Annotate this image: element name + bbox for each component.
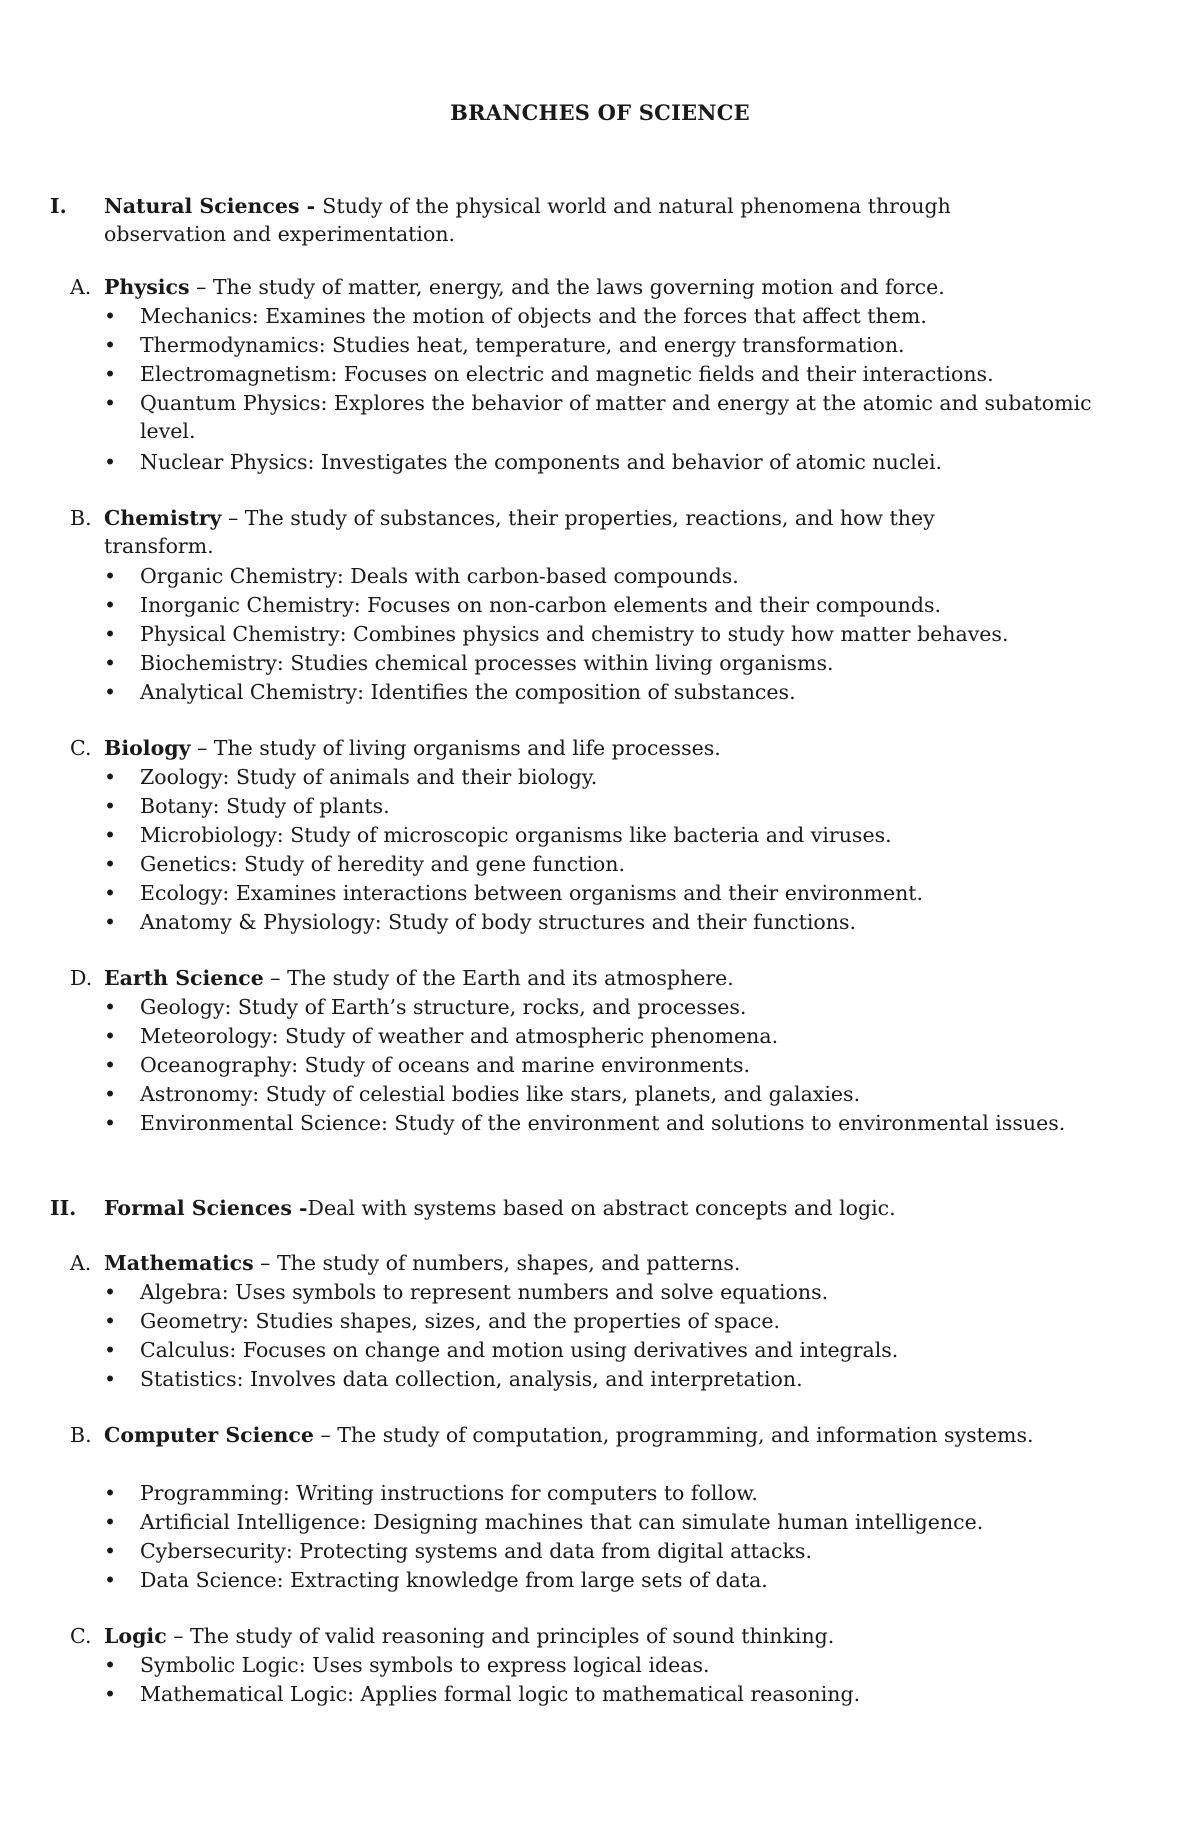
bullet-item: Electromagnetism: Focuses on electric and magnetic fields and their interactions.	[140, 362, 994, 386]
bullet-icon: •	[104, 1309, 117, 1333]
subsection-letter: C.	[70, 1624, 92, 1648]
bullet-item: Quantum Physics: Explores the behavior of matter and energy at the atomic and subatomic level.	[140, 391, 1092, 443]
bullet-icon: •	[104, 1653, 117, 1677]
subsection-heading	[104, 273, 1044, 301]
subsection-heading	[104, 734, 1044, 762]
document-title: BRANCHES OF SCIENCE	[450, 100, 750, 125]
bullet-item: Anatomy & Physiology: Study of body structures and their functions.	[140, 910, 856, 934]
subsection-name: Logic	[104, 1624, 167, 1648]
subsection-description: – The study of substances, their properties, reactions, and how they transform.	[104, 506, 935, 558]
subsection-letter: D.	[70, 966, 93, 990]
bullet-icon: •	[104, 1510, 117, 1534]
subsection-name: Biology	[104, 736, 191, 760]
bullet-item: Analytical Chemistry: Identifies the composition of substances.	[140, 680, 796, 704]
bullet-item: Zoology: Study of animals and their biology.	[140, 765, 598, 789]
section-name: Natural Sciences -	[104, 194, 323, 218]
section-number: II.	[50, 1196, 77, 1220]
bullet-item: Inorganic Chemistry: Focuses on non-carbon elements and their compounds.	[140, 593, 942, 617]
bullet-item: Oceanography: Study of oceans and marine environments.	[140, 1053, 751, 1077]
bullet-icon: •	[104, 564, 117, 588]
bullet-icon: •	[104, 1367, 117, 1391]
bullet-icon: •	[104, 823, 117, 847]
bullet-item: Biochemistry: Studies chemical processes within living organisms.	[140, 651, 834, 675]
bullet-item: Geology: Study of Earth’s structure, rocks, and processes.	[140, 995, 747, 1019]
bullet-item: Astronomy: Study of celestial bodies like stars, planets, and galaxies.	[140, 1082, 861, 1106]
bullet-icon: •	[104, 1111, 117, 1135]
subsection-heading	[104, 504, 1044, 560]
subsection-name: Computer Science	[104, 1423, 314, 1447]
bullet-icon: •	[104, 1024, 117, 1048]
subsection-description: – The study of living organisms and life processes.	[190, 736, 721, 760]
bullet-icon: •	[104, 333, 117, 357]
bullet-icon: •	[104, 450, 117, 474]
section-number: I.	[50, 194, 67, 218]
subsection-heading	[104, 1622, 1044, 1650]
bullet-icon: •	[104, 1053, 117, 1077]
bullet-item: Statistics: Involves data collection, analysis, and interpretation.	[140, 1367, 803, 1391]
subsection-name: Earth Science	[104, 966, 264, 990]
bullet-item: Calculus: Focuses on change and motion using derivatives and integrals.	[140, 1338, 899, 1362]
subsection-description: – The study of computation, programming, and information systems.	[313, 1423, 1034, 1447]
bullet-icon: •	[104, 622, 117, 646]
subsection-description: – The study of valid reasoning and principles of sound thinking.	[166, 1624, 835, 1648]
bullet-icon: •	[104, 852, 117, 876]
bullet-item: Organic Chemistry: Deals with carbon-based compounds.	[140, 564, 739, 588]
bullet-icon: •	[104, 881, 117, 905]
bullet-icon: •	[104, 794, 117, 818]
bullet-icon: •	[104, 1682, 117, 1706]
subsection-letter: B.	[70, 506, 92, 530]
bullet-item: Botany: Study of plants.	[140, 794, 390, 818]
subsection-letter: A.	[70, 275, 92, 299]
bullet-item: Genetics: Study of heredity and gene function.	[140, 852, 625, 876]
bullet-item: Mathematical Logic: Applies formal logic to mathematical reasoning.	[140, 1682, 861, 1706]
bullet-item: Algebra: Uses symbols to represent numbers and solve equations.	[140, 1280, 829, 1304]
bullet-icon: •	[104, 680, 117, 704]
subsection-heading	[104, 964, 1044, 992]
bullet-icon: •	[104, 1539, 117, 1563]
bullet-icon: •	[104, 391, 117, 415]
section-heading	[104, 1194, 1064, 1222]
bullet-item: Programming: Writing instructions for computers to follow.	[140, 1481, 758, 1505]
bullet-item: Thermodynamics: Studies heat, temperature, and energy transformation.	[140, 333, 905, 357]
section-description: Study of the physical world and natural phenomena through observation and experimentation.	[104, 194, 951, 246]
subsection-letter: C.	[70, 736, 92, 760]
bullet-icon: •	[104, 765, 117, 789]
subsection-heading	[104, 1249, 1044, 1277]
subsection-name: Physics	[104, 275, 190, 299]
subsection-description: – The study of matter, energy, and the laws governing motion and force.	[189, 275, 945, 299]
bullet-item: Data Science: Extracting knowledge from large sets of data.	[140, 1568, 768, 1592]
section-name: Formal Sciences -	[104, 1196, 308, 1220]
subsection-letter: A.	[70, 1251, 92, 1275]
bullet-icon: •	[104, 1280, 117, 1304]
bullet-icon: •	[104, 1082, 117, 1106]
bullet-icon: •	[104, 651, 117, 675]
section-description: Deal with systems based on abstract concepts and logic.	[307, 1196, 896, 1220]
bullet-item: Environmental Science: Study of the environment and solutions to environmental issues.	[140, 1111, 1066, 1135]
subsection-letter: B.	[70, 1423, 92, 1447]
bullet-icon: •	[104, 1568, 117, 1592]
subsection-description: – The study of numbers, shapes, and patterns.	[253, 1251, 741, 1275]
bullet-item: Physical Chemistry: Combines physics and chemistry to study how matter behaves.	[140, 622, 1009, 646]
bullet-item: Artificial Intelligence: Designing machines that can simulate human intelligence.	[140, 1510, 984, 1534]
bullet-icon: •	[104, 593, 117, 617]
bullet-icon: •	[104, 304, 117, 328]
bullet-icon: •	[104, 910, 117, 934]
bullet-icon: •	[104, 1338, 117, 1362]
bullet-icon: •	[104, 1481, 117, 1505]
subsection-description: – The study of the Earth and its atmosphere.	[263, 966, 734, 990]
subsection-heading	[104, 1421, 1044, 1449]
bullet-item: Nuclear Physics: Investigates the components and behavior of atomic nuclei.	[140, 450, 943, 474]
subsection-name: Mathematics	[104, 1251, 254, 1275]
bullet-item: Ecology: Examines interactions between organisms and their environment.	[140, 881, 924, 905]
bullet-icon: •	[104, 362, 117, 386]
bullet-item: Meteorology: Study of weather and atmospheric phenomena.	[140, 1024, 779, 1048]
bullet-icon: •	[104, 995, 117, 1019]
bullet-item: Cybersecurity: Protecting systems and data from digital attacks.	[140, 1539, 812, 1563]
bullet-item: Microbiology: Study of microscopic organisms like bacteria and viruses.	[140, 823, 892, 847]
section-heading	[104, 192, 1064, 248]
bullet-item: Symbolic Logic: Uses symbols to express logical ideas.	[140, 1653, 710, 1677]
subsection-name: Chemistry	[104, 506, 222, 530]
bullet-item: Mechanics: Examines the motion of objects and the forces that affect them.	[140, 304, 927, 328]
bullet-item: Geometry: Studies shapes, sizes, and the properties of space.	[140, 1309, 780, 1333]
